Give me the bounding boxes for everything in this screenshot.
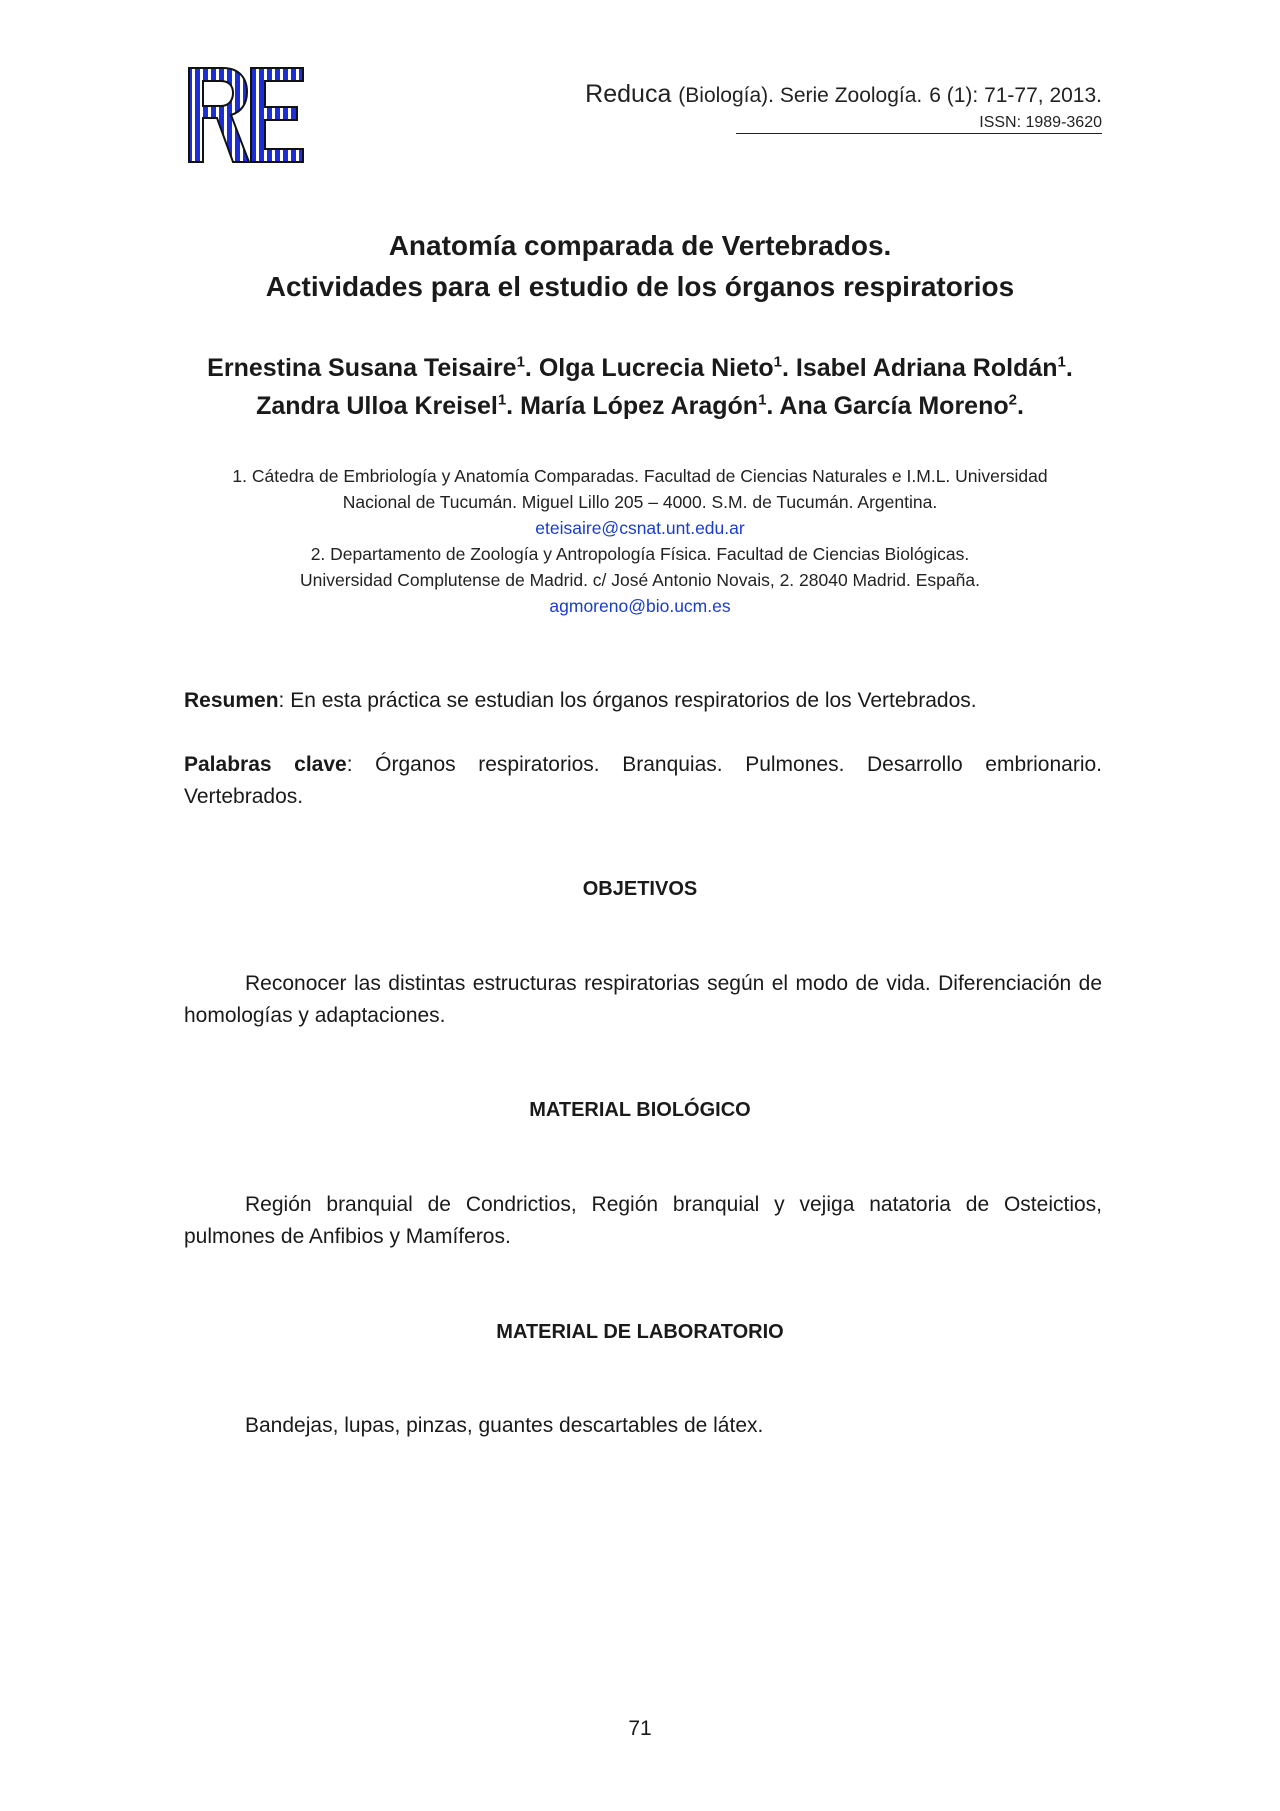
author-line-1: Ernestina Susana Teisaire$^1$. Olga Lucrecia Nieto$^1$. Isabel Adriana Roldán$^1$. bbox=[207, 353, 1073, 382]
section-text-material-laboratorio: Bandejas, lupas, pinzas, guantes descartables de látex. bbox=[245, 1414, 764, 1437]
abstract bbox=[184, 685, 1102, 717]
page-number: 71 bbox=[628, 1717, 652, 1740]
author-name: Olga Lucrecia Nieto bbox=[538, 354, 774, 382]
section-text-material-biologico: Región branquial de Condrictios, Región branquial y vejiga natatoria de Osteictios, pulmones de Anfibios y Mamíferos. bbox=[184, 1193, 1102, 1248]
author-affiliation-mark: 2 bbox=[1008, 391, 1017, 409]
affiliation-2-line-2: Universidad Complutense de Madrid. c/ José Antonio Novais, 2. 28040 Madrid. España. bbox=[300, 570, 980, 590]
section-heading-objetivos: OBJETIVOS bbox=[582, 878, 698, 900]
section-heading-material-laboratorio: MATERIAL DE LABORATORIO bbox=[496, 1321, 784, 1343]
author-name: María López Aragón bbox=[520, 392, 759, 420]
journal-name: Reduca bbox=[585, 80, 672, 108]
affiliation-1-line-2: Nacional de Tucumán. Miguel Lillo 205 – 4000. S.M. de Tucumán. Argentina. bbox=[342, 492, 938, 512]
author-affiliation-mark: 1 bbox=[516, 353, 525, 371]
author-name: Ana García Moreno bbox=[779, 392, 1009, 420]
journal-subject: (Biología). Serie Zoología. bbox=[678, 84, 923, 107]
affiliation-2-email-link[interactable]: agmoreno@bio.ucm.es bbox=[549, 596, 731, 616]
abstract-label: Resumen bbox=[184, 689, 279, 712]
section-text-objetivos: Reconocer las distintas estructuras respiratorias según el modo de vida. Diferenciación de homologías y adaptaciones. bbox=[184, 972, 1102, 1027]
section-heading-material-biologico: MATERIAL BIOLÓGICO bbox=[529, 1099, 751, 1121]
affiliation-2-line-1: 2. Departamento de Zoología y Antropología Física. Facultad de Ciencias Biológicas. bbox=[310, 544, 970, 564]
paper-title-line-2: Actividades para el estudio de los órganos respiratorios bbox=[265, 271, 1015, 302]
author-name: Zandra Ulloa Kreisel bbox=[256, 392, 498, 420]
author-affiliation-mark: 1 bbox=[758, 391, 767, 409]
author-name: Isabel Adriana Roldán bbox=[795, 354, 1058, 382]
author-affiliation-mark: 1 bbox=[1057, 353, 1066, 371]
journal-citation bbox=[585, 80, 1102, 109]
keywords-text: : Órganos respiratorios. Branquias. Pulmones. Desarrollo embrionario. Vertebrados. bbox=[184, 753, 1102, 808]
journal-volume: 6 (1): 71-77, 2013. bbox=[929, 84, 1102, 107]
keywords bbox=[184, 749, 1102, 813]
abstract-text: : En esta práctica se estudian los órganos respiratorios de los Vertebrados. bbox=[278, 689, 977, 712]
journal-issn: ISSN: 1989-3620 bbox=[736, 114, 1102, 134]
author-affiliation-mark: 1 bbox=[773, 353, 782, 371]
affiliation-1-email-link[interactable]: eteisaire@csnat.unt.edu.ar bbox=[535, 518, 745, 538]
author-affiliation-mark: 1 bbox=[497, 391, 507, 409]
author-name: Ernestina Susana Teisaire bbox=[207, 354, 517, 382]
author-line-2: Zandra Ulloa Kreisel$^1$. María López Aragón$^1$. Ana García Moreno$^2$. bbox=[256, 391, 1024, 420]
affiliation-1-line-1: 1. Cátedra de Embriología y Anatomía Comparadas. Facultad de Ciencias Naturales e I.M.L. Universidad bbox=[232, 466, 1048, 486]
paper-title-line-1: Anatomía comparada de Vertebrados. bbox=[388, 230, 892, 261]
keywords-label: Palabras clave bbox=[184, 753, 347, 776]
journal-logo bbox=[187, 66, 305, 164]
